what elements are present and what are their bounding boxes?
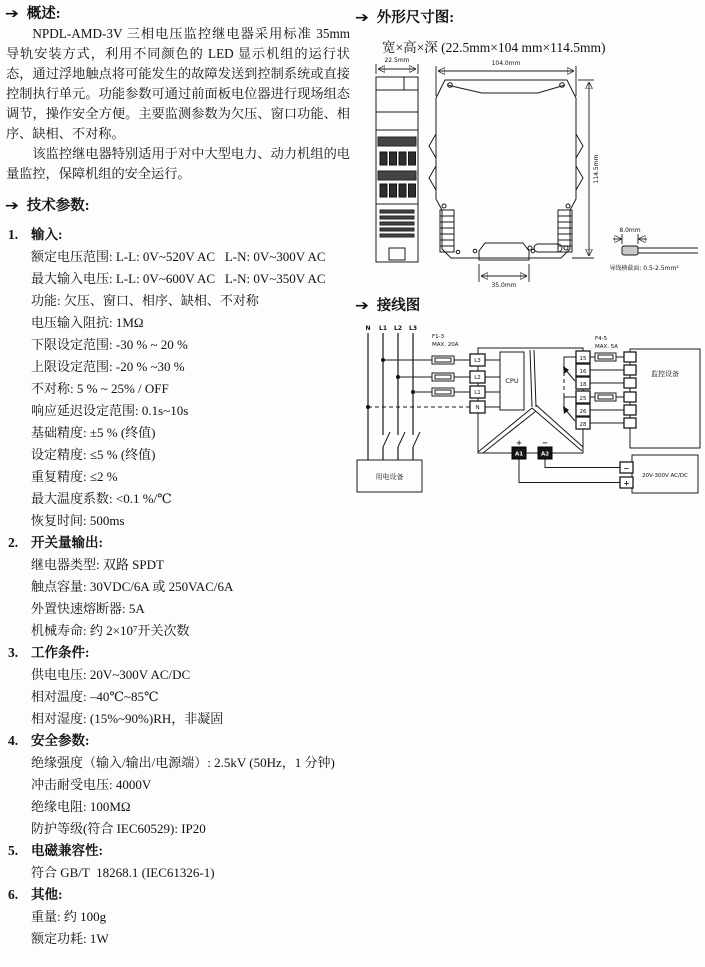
bus-label-n: N xyxy=(365,325,371,332)
spec-item: 绝缘电阻: 100MΩ xyxy=(31,799,131,814)
bus-label-l2: L2 xyxy=(394,325,402,332)
spec-item: 额定电压范围: L-L: 0V~520V AC L-N: 0V~300V AC xyxy=(31,249,326,264)
power-supply-box xyxy=(620,455,698,493)
monitor-box-label: 监控设备 xyxy=(651,370,679,378)
cpu-block xyxy=(500,352,524,410)
left-column xyxy=(6,4,350,950)
supply-plus-terminal: + xyxy=(623,479,630,488)
spec-item: 供电电压: 20V~300V AC/DC xyxy=(31,667,191,682)
side-width-dimension xyxy=(436,60,576,96)
spec-item: 机械寿命: 约 2×10⁷开关次数 xyxy=(31,623,190,638)
overview-title: 概述: xyxy=(26,6,61,22)
section-title: 4. 安全参数: xyxy=(6,730,350,752)
section-number: 6. xyxy=(8,887,19,902)
dim-body-width-label: 104.0mm xyxy=(491,60,521,67)
output-fuses xyxy=(590,336,624,423)
terminal-25: 25 xyxy=(579,396,587,402)
wire-cross-section-note: 导线横截面: 0.5-2.5mm² xyxy=(609,265,679,272)
tech-sections xyxy=(6,224,350,950)
bus-labels xyxy=(365,325,417,332)
spec-item: 防护等级(符合 IEC60529): IP20 xyxy=(31,821,206,836)
terminal-18: 18 xyxy=(579,382,587,388)
terminal-l2: L2 xyxy=(474,375,481,381)
spec-item: 绝缘强度（输入/输出/电源端）: 2.5kV (50Hz，1 分钟) xyxy=(31,755,335,770)
right-column xyxy=(352,0,705,967)
overview-header xyxy=(6,4,350,24)
cpu-label: CPU xyxy=(505,377,519,385)
terminal-28: 28 xyxy=(579,422,587,428)
spec-item: 符合 GB/T 18268.1 (IEC61326-1) xyxy=(31,865,215,880)
load-device-box xyxy=(357,460,422,492)
dim-width-label: 22.5mm xyxy=(384,57,410,64)
terminal-l3: L3 xyxy=(474,358,481,364)
tech-params-header xyxy=(6,196,350,216)
overview-paragraph-1: NPDL-AMD-3V 三相电压监控继电器采用标准 35mm 导轨安装方式，利用不同颜色的 LED 显示机组的运行状态，通过浮地触点将可能发生的故障发送到控制系统或直接控制执行单元。功能参数可通过前面板电位器进行现场组态调节，操作安全方便。主要监测参数为欠压、窗口功能、相序、缺相、不对称。 xyxy=(6,26,350,141)
relay-device-body xyxy=(478,348,583,453)
output-fuse-name: F4-5 xyxy=(595,336,608,342)
spec-item: 额定功耗: 1W xyxy=(31,931,109,946)
spec-item: 触点容量: 30VDC/6A 或 250VAC/6A xyxy=(31,579,234,594)
dim-height-label: 114.5mm xyxy=(593,154,600,184)
input-fuse-rating: MAX. 20A xyxy=(432,342,459,348)
section-title: 2. 开关量输出: xyxy=(6,532,350,554)
spec-item: 重复精度: ≤2 % xyxy=(31,469,118,484)
section-number: 4. xyxy=(8,733,19,748)
output-fuse-rating: MAX. 5A xyxy=(595,344,619,350)
spec-item: 响应延迟设定范围: 0.1s~10s xyxy=(31,403,189,418)
section-number: 5. xyxy=(8,843,19,858)
spec-item: 相对温度: –40℃~85℃ xyxy=(31,689,159,704)
bus-lines xyxy=(366,333,420,460)
rail-dimension xyxy=(479,264,529,289)
supply-minus-terminal: − xyxy=(623,464,630,473)
overview-paragraph-2: 该监控继电器特别适用于对中大型电力、动力机组的电量监控，保障机组的安全运行。 xyxy=(6,146,350,181)
dim-rail-label: 35.0mm xyxy=(491,282,517,289)
spec-item: 冲击耐受电压: 4000V xyxy=(31,777,152,792)
power-input-terminals xyxy=(512,439,620,483)
spec-item: 功能: 欠压、窗口、相序、缺相、不对称 xyxy=(31,293,259,308)
terminal-n: N xyxy=(475,405,480,411)
front-width-dimension xyxy=(376,57,418,74)
spec-item: 下限设定范围: -30 % ~ 20 % xyxy=(31,337,188,352)
bus-label-l1: L1 xyxy=(379,325,387,332)
bus-label-l3: L3 xyxy=(409,325,417,332)
section-number: 2. xyxy=(8,535,19,550)
input-fuse-name: F1-3 xyxy=(432,334,445,340)
terminal-a2: A2 xyxy=(540,451,550,458)
dimensions-header xyxy=(356,8,454,28)
dimensions-subtitle: 宽×高×深 (22.5mm×104 mm×114.5mm) xyxy=(382,40,606,55)
bullet-arrow-icon: ➔ xyxy=(4,6,19,22)
tech-params-title: 技术参数: xyxy=(26,198,90,214)
spec-item: 继电器类型: 双路 SPDT xyxy=(31,557,164,572)
spec-item: 基础精度: ±5 % (终值) xyxy=(31,425,156,440)
spec-item: 外置快速熔断器: 5A xyxy=(31,601,145,616)
wiring-figure xyxy=(352,320,705,534)
load-box-label: 用电设备 xyxy=(375,473,404,481)
spec-item: 恢复时间: 500ms xyxy=(31,513,125,528)
wiring-title: 接线图 xyxy=(376,298,421,314)
dimension-figure xyxy=(352,52,705,294)
relay-contacts xyxy=(563,357,576,421)
terminal-16: 16 xyxy=(579,369,587,375)
minus-sign: − xyxy=(542,439,548,447)
bullet-arrow-icon: ➔ xyxy=(4,198,19,214)
section-title: 3. 工作条件: xyxy=(6,642,350,664)
spec-item: 上限设定范围: -20 % ~30 % xyxy=(31,359,185,374)
input-terminals xyxy=(470,354,500,413)
spec-item: 最大输入电压: L-L: 0V~600V AC L-N: 0V~350V AC xyxy=(31,271,326,286)
bullet-arrow-icon: ➔ xyxy=(354,298,369,314)
power-supply-label: 20V-300V AC/DC xyxy=(642,473,688,479)
section-title: 6. 其他: xyxy=(6,884,350,906)
dimensions-title: 外形尺寸图: xyxy=(376,10,455,26)
section-title: 5. 电磁兼容性: xyxy=(6,840,350,862)
spec-item: 相对湿度: (15%~90%)RH，非凝固 xyxy=(31,711,224,726)
spec-item: 不对称: 5 % ~ 25% / OFF xyxy=(31,381,169,396)
front-view-drawing xyxy=(376,77,418,262)
terminal-26: 26 xyxy=(579,409,587,415)
monitor-device-box xyxy=(624,349,700,448)
terminal-15: 15 xyxy=(579,356,587,362)
section-number: 1. xyxy=(8,227,19,242)
spec-item: 电压输入阻抗: 1MΩ xyxy=(31,315,144,330)
spec-item: 重量: 约 100g xyxy=(31,909,107,924)
wiring-header xyxy=(356,296,420,316)
plus-sign: + xyxy=(516,439,522,447)
spec-item: 最大温度系数: <0.1 %/℃ xyxy=(31,491,172,506)
section-number: 3. xyxy=(8,645,19,660)
terminal-l1: L1 xyxy=(474,390,481,396)
spec-item: 设定精度: ≤5 % (终值) xyxy=(31,447,156,462)
terminal-a1: A1 xyxy=(514,451,524,458)
bullet-arrow-icon: ➔ xyxy=(354,10,369,26)
wire-strip-detail xyxy=(609,227,698,272)
side-view-drawing xyxy=(429,80,583,260)
dim-strip-label: 8.0mm xyxy=(619,227,641,234)
section-title: 1. 输入: xyxy=(6,224,350,246)
